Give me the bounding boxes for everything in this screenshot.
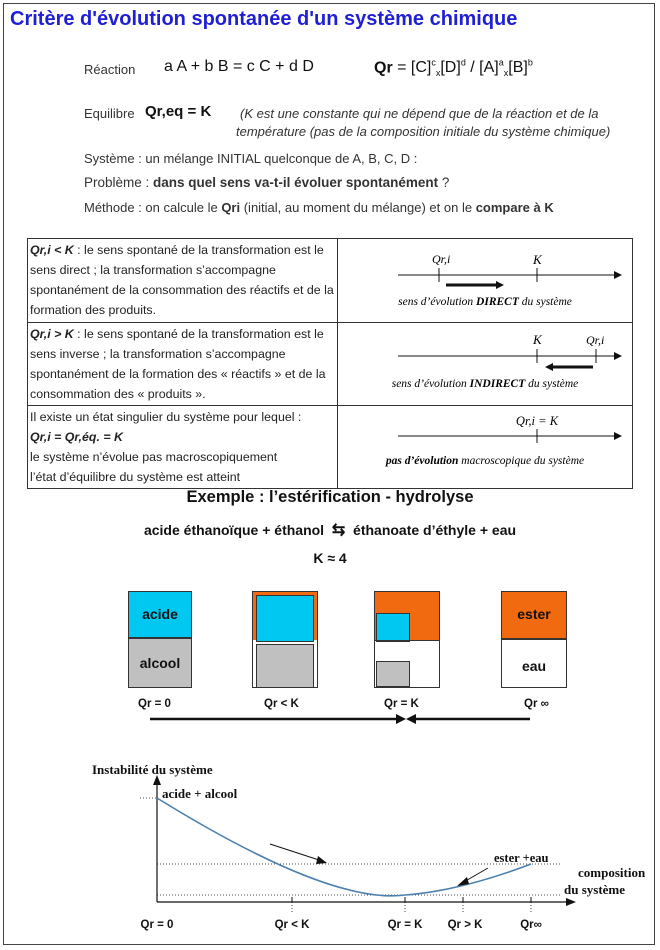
method-line: Méthode : on calcule le Qri (initial, au moment du mélange) et on le compare à K <box>84 200 554 215</box>
cases-table <box>27 238 633 489</box>
case-direct <box>28 239 633 323</box>
equilibrium-formula: Qr,eq = K <box>145 103 212 120</box>
x-axis-arrowhead <box>566 898 576 906</box>
case-indirect-text: Qr,i > K : le sens spontané de la transformation est le sens inverse ; la transformation s’accompagne spontanément de la formation des « réactifs » et de la consommation des « produits ». <box>28 323 338 406</box>
equilibrium-caption: pas d’évolution macroscopique du système <box>385 455 585 467</box>
x-tick-label-4: Qr∞ <box>520 919 542 931</box>
alcohol-fill <box>376 661 410 687</box>
ester-label: ester <box>517 606 551 622</box>
equilibrium-note-2: température (pas de la composition initiale du système chimique) <box>236 124 611 139</box>
water-label: eau <box>521 658 547 674</box>
qri-label: Qr,i <box>432 252 451 266</box>
qr-expression: = $[C]^c_x[D]^d / [A]^a_x[B]^b$ <box>397 58 533 79</box>
qri-label: Qr,i <box>586 333 605 347</box>
instability-graph <box>0 755 660 945</box>
axis-direct-diagram <box>338 239 632 317</box>
indirect-arrowhead <box>545 363 553 371</box>
x-tick-label-0: Qr = 0 <box>140 919 174 931</box>
descent-arrowhead <box>316 856 327 864</box>
mixture-box-equilibrium <box>374 591 440 688</box>
qri-equals-k-label: Qr,i = K <box>515 414 559 428</box>
acid-fill <box>376 613 410 642</box>
evolution-arrows <box>0 712 660 726</box>
reaction-label: Réaction <box>84 62 136 77</box>
box-qlabel-0: Qr = 0 <box>138 698 171 710</box>
axis-indirect-diagram <box>338 323 632 399</box>
example-title: Exemple : l’estérification - hydrolyse <box>186 488 474 506</box>
reaction-equation: a A + b B = c C + d D <box>164 58 314 75</box>
k-label: K <box>533 332 542 347</box>
system-line: Système : un mélange INITIAL quelconque de A, B, C, D : <box>84 151 418 166</box>
acid-fill <box>256 595 314 642</box>
backward-arrowhead <box>406 714 416 724</box>
alcohol-fill <box>256 644 314 688</box>
box-qlabel-3: Qr ∞ <box>524 698 549 710</box>
x-tick-label-2: Qr = K <box>387 919 423 931</box>
descent-arrow <box>270 844 322 861</box>
alcohol-box <box>128 638 192 688</box>
mixture-box-early <box>252 591 318 688</box>
x-axis-label-2: du système <box>564 882 626 897</box>
box-qlabel-2: Qr = K <box>384 698 419 710</box>
example-k-value: K ≈ 4 <box>313 550 347 566</box>
axis-arrowhead <box>614 432 622 440</box>
case-direct-figure <box>338 239 633 323</box>
x-tick-label-3: Qr > K <box>447 919 483 931</box>
k-label: K <box>533 252 542 267</box>
indirect-caption: sens d’évolution INDIRECT du système <box>391 378 579 390</box>
axis-arrowhead <box>614 271 622 279</box>
direct-arrowhead <box>496 281 504 289</box>
reaction-quotient <box>374 58 533 79</box>
case-equilibrium <box>28 406 633 489</box>
box-qlabel-1: Qr < K <box>264 698 299 710</box>
instability-curve <box>157 798 531 896</box>
water-box <box>501 639 567 688</box>
equilibrium-label: Equilibre <box>84 106 135 121</box>
qr-symbol: Qr <box>374 59 393 77</box>
axis-equilibrium-diagram <box>338 406 632 480</box>
y-axis-label: Instabilité du système <box>92 762 213 777</box>
x-axis-label-1: composition <box>578 865 646 880</box>
alcohol-label: alcool <box>139 655 181 671</box>
acid-label: acide <box>142 606 178 622</box>
case-indirect <box>28 323 633 406</box>
acid-box <box>128 591 192 638</box>
divider <box>375 640 439 641</box>
case-equilibrium-figure <box>338 406 633 489</box>
case-indirect-figure <box>338 323 633 406</box>
forward-arrowhead <box>396 714 406 724</box>
page-title: Critère d'évolution spontanée d'un système chimique <box>10 8 518 30</box>
case-direct-text: Qr,i < K : le sens spontané de la transformation est le sens direct ; la transformation s’accompagne spontanément de la consommation des réactifs et de la formation des produits. <box>28 239 338 323</box>
end-state-label: ester +eau <box>494 851 549 865</box>
case-equilibrium-text: Il existe un état singulier du système pour lequel : Qr,i = Qr,éq. = K le système n’évolue pas macroscopiquement l’état d’équilibre du système est atteint <box>28 406 338 489</box>
equilibrium-note-1: (K est une constante qui ne dépend que de la réaction et de la <box>240 106 599 121</box>
axis-arrowhead <box>614 352 622 360</box>
ester-box <box>501 591 567 639</box>
start-state-label: acide + alcool <box>162 786 238 801</box>
x-tick-label-1: Qr < K <box>274 919 310 931</box>
direct-caption: sens d’évolution DIRECT du système <box>398 296 572 308</box>
problem-line: Problème : dans quel sens va-t-il évoluer spontanément ? <box>84 175 450 190</box>
example-equation: acide éthanoïque + éthanol ⇆ éthanoate d’éthyle + eau <box>143 522 517 539</box>
